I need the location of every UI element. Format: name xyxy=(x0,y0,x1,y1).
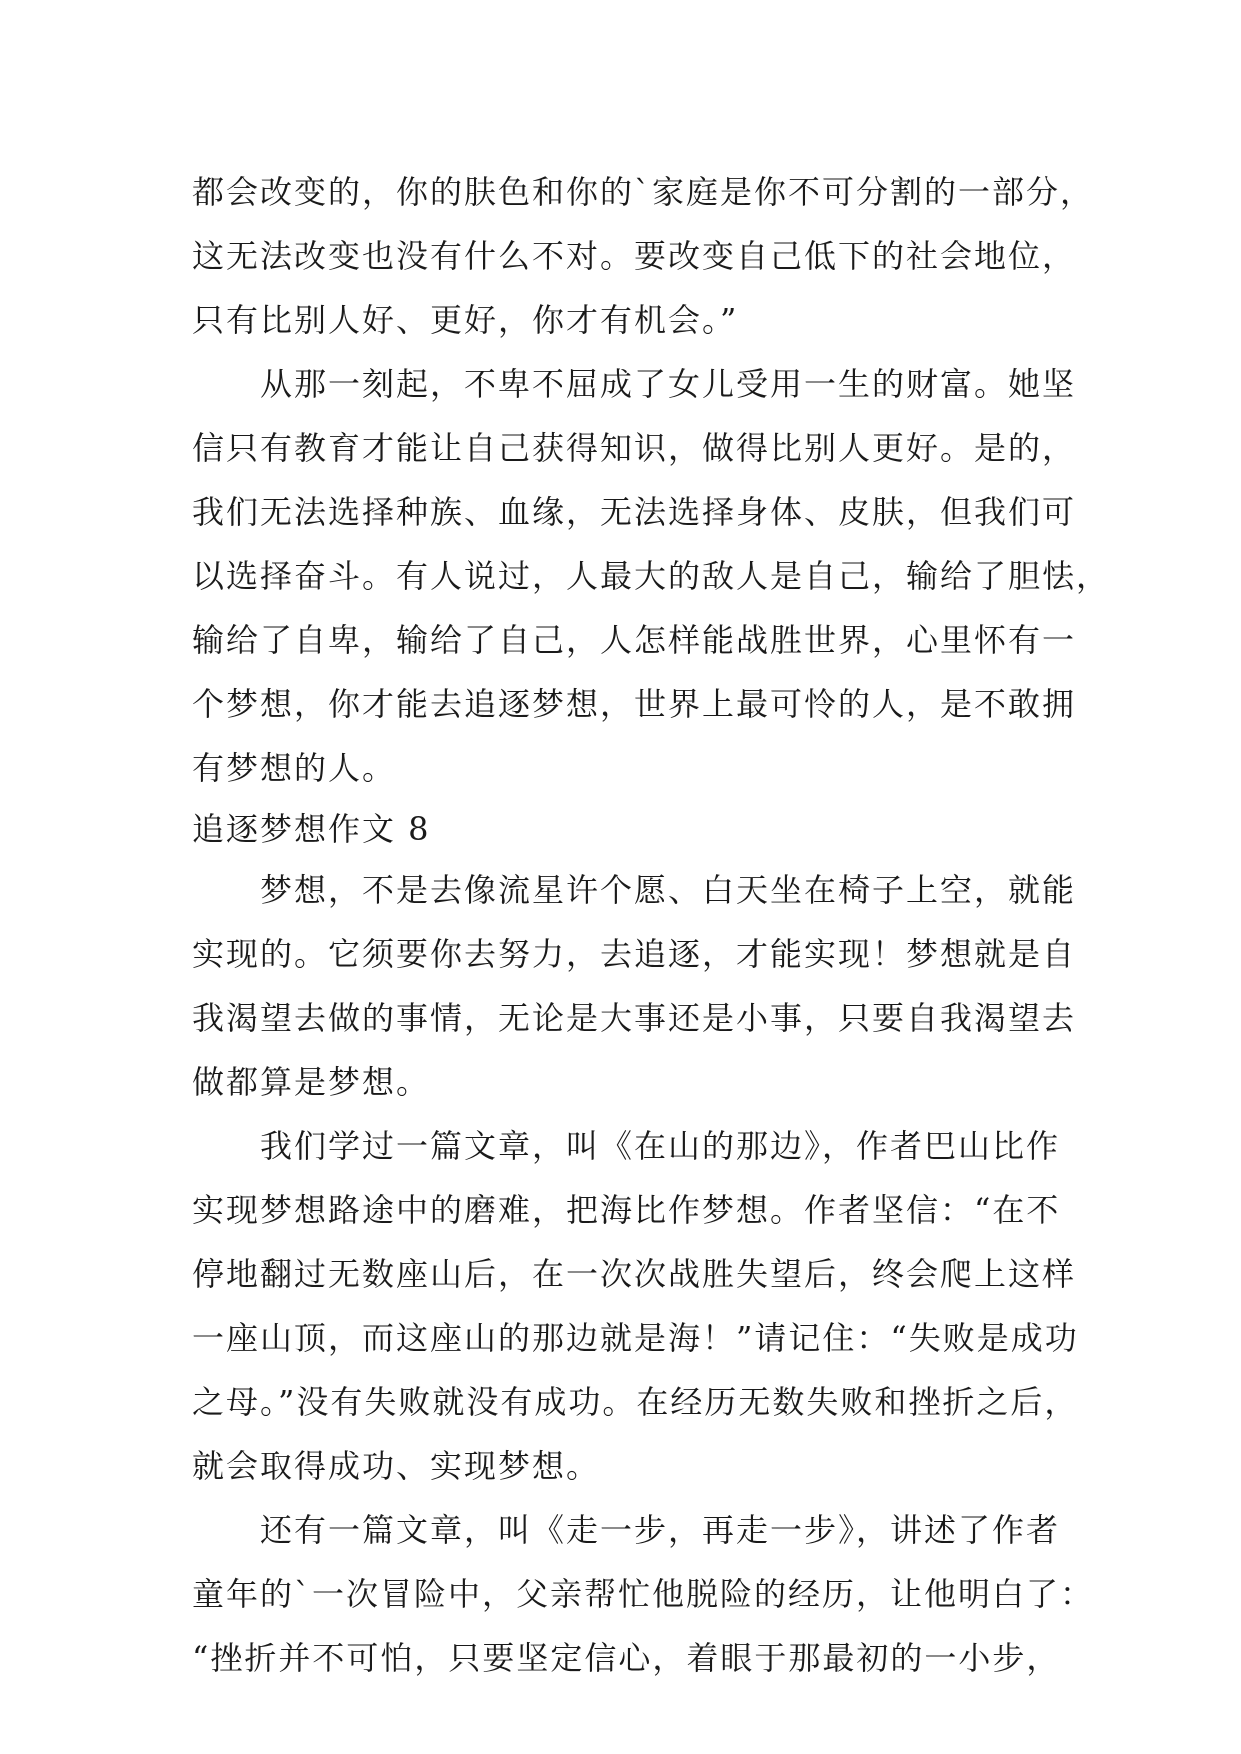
paragraph xyxy=(192,1114,1092,1498)
document-body xyxy=(192,160,1111,1690)
paragraph xyxy=(192,1498,1095,1690)
paragraph-continuation xyxy=(192,160,1095,352)
text-line: 一座山顶，而这座山的那边就是海！”请记住：“失败是成功 xyxy=(192,1319,1079,1357)
text-line: 以选择奋斗。有人说过，人最大的敌人是自己，输给了胆怯， xyxy=(192,557,1111,595)
text-line: 梦想，不是去像流星许个愿、白天坐在椅子上空，就能 xyxy=(260,871,1077,909)
text-line: 还有一篇文章，叫《走一步，再走一步》，讲述了作者 xyxy=(260,1511,1061,1549)
text-line: 从那一刻起，不卑不屈成了女儿受用一生的财富。她坚 xyxy=(260,365,1077,403)
section-heading: 追逐梦想作文 8 xyxy=(192,810,431,848)
text-line: 输给了自卑，输给了自己，人怎样能战胜世界，心里怀有一 xyxy=(192,621,1077,659)
text-line: “挫折并不可怕，只要坚定信心，着眼于那最初的一小步， xyxy=(192,1639,1061,1677)
text-line: 信只有教育才能让自己获得知识，做得比别人更好。是的， xyxy=(192,429,1077,467)
text-line: 都会改变的，你的肤色和你的`家庭是你不可分割的一部分， xyxy=(192,173,1095,211)
text-line: 我渴望去做的事情，无论是大事还是小事，只要自我渴望去 xyxy=(192,999,1077,1037)
paragraph xyxy=(192,352,1111,800)
text-line: 有梦想的人。 xyxy=(192,749,397,787)
text-line: 实现梦想路途中的磨难，把海比作梦想。作者坚信：“在不 xyxy=(192,1191,1061,1229)
text-line: 我们无法选择种族、血缘，无法选择身体、皮肤，但我们可 xyxy=(192,493,1077,531)
text-line: 停地翻过无数座山后，在一次次战胜失望后，终会爬上这样 xyxy=(192,1255,1077,1293)
text-line: 这无法改变也没有什么不对。要改变自己低下的社会地位， xyxy=(192,237,1077,275)
text-line: 就会取得成功、实现梦想。 xyxy=(192,1447,601,1485)
text-line: 我们学过一篇文章，叫《在山的那边》，作者巴山比作 xyxy=(260,1127,1061,1165)
text-line: 个梦想，你才能去追逐梦想，世界上最可怜的人，是不敢拥 xyxy=(192,685,1077,723)
text-line: 童年的`一次冒险中，父亲帮忙他脱险的经历，让他明白了： xyxy=(192,1575,1095,1613)
text-line: 做都算是梦想。 xyxy=(192,1063,431,1101)
paragraph xyxy=(192,858,1092,1114)
text-line: 只有比别人好、更好，你才有机会。” xyxy=(192,301,739,339)
text-line: 实现的。它须要你去努力，去追逐，才能实现！梦想就是自 xyxy=(192,935,1077,973)
text-line: 之母。”没有失败就没有成功。在经历无数失败和挫折之后， xyxy=(192,1383,1079,1421)
